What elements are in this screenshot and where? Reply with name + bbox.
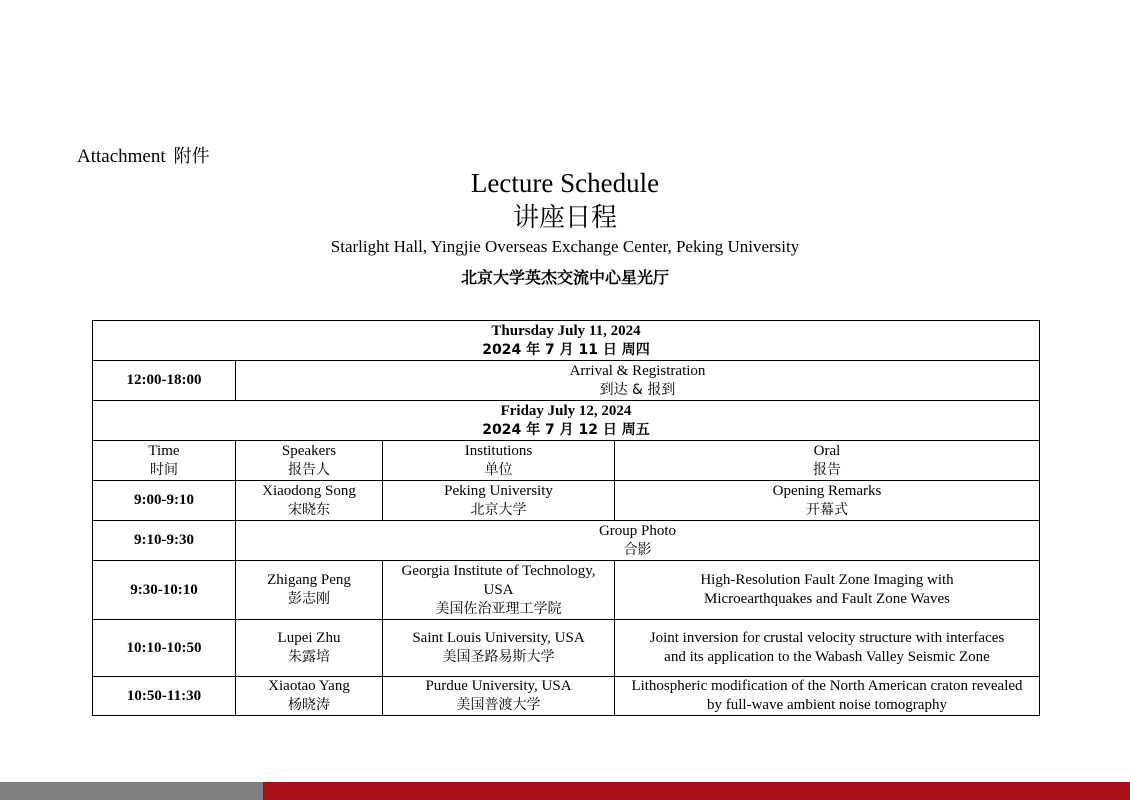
day2-header bbox=[93, 401, 1040, 441]
schedule-table bbox=[92, 320, 1040, 716]
oral-en: Group Photo bbox=[598, 522, 677, 539]
speaker-en: Xiaodong Song bbox=[262, 482, 356, 499]
group-photo-cell bbox=[236, 521, 1040, 561]
footer-bar-red bbox=[263, 782, 1130, 800]
institution-cell bbox=[383, 620, 615, 677]
col-speakers-header bbox=[236, 441, 383, 481]
time-cell: 9:30-10:10 bbox=[93, 561, 236, 620]
day1-header-en: Thursday July 11, 2024 bbox=[491, 322, 641, 339]
col-time-header bbox=[93, 441, 236, 481]
day2-header-row bbox=[93, 401, 1040, 441]
institution-cn: 北京大学 bbox=[470, 501, 527, 518]
speaker-cell bbox=[236, 561, 383, 620]
speaker-cn: 杨晓涛 bbox=[288, 697, 330, 713]
oral-en: Lithospheric modification of the North American craton revealed by full-wave ambient noise tomography bbox=[631, 678, 1023, 713]
institution-en: Purdue University, USA bbox=[425, 678, 572, 694]
venue: Starlight Hall, Yingjie Overseas Exchange Center, Peking University bbox=[330, 237, 800, 256]
oral-en: Opening Remarks bbox=[772, 482, 882, 499]
col-speakers-en: Speakers bbox=[281, 442, 337, 459]
oral-cell bbox=[615, 481, 1040, 521]
speaker-cell bbox=[236, 677, 383, 716]
institution-cn: 美国圣路易斯大学 bbox=[442, 649, 555, 665]
institution-en: Peking University bbox=[444, 482, 553, 499]
time-cell: 10:50-11:30 bbox=[93, 677, 236, 716]
oral-cell bbox=[615, 561, 1040, 620]
col-oral-header bbox=[615, 441, 1040, 481]
day2-header-cn: 2024 年 7 月 12 日 周五 bbox=[482, 421, 650, 438]
table-row bbox=[93, 561, 1040, 620]
attachment-en: Attachment bbox=[77, 146, 166, 167]
table-row bbox=[93, 361, 1040, 401]
oral-cn: 合影 bbox=[623, 541, 652, 558]
col-inst-cn: 单位 bbox=[484, 461, 513, 478]
arrival-en: Arrival & Registration bbox=[569, 362, 706, 379]
column-header-row bbox=[93, 441, 1040, 481]
institution-cell bbox=[383, 481, 615, 521]
col-time-cn: 时间 bbox=[150, 461, 178, 478]
page-title-cn: 讲座日程 bbox=[512, 203, 617, 233]
speaker-cn: 彭志刚 bbox=[288, 591, 330, 607]
speaker-cn: 朱露培 bbox=[288, 649, 330, 665]
table-row bbox=[93, 521, 1040, 561]
day1-header-row bbox=[93, 321, 1040, 361]
col-oral-cn: 报告 bbox=[813, 461, 841, 478]
attachment-cn: 附件 bbox=[173, 146, 210, 167]
speaker-en: Lupei Zhu bbox=[277, 630, 341, 646]
col-speakers-cn: 报告人 bbox=[288, 461, 330, 478]
institution-en: Saint Louis University, USA bbox=[412, 630, 585, 646]
table-row bbox=[93, 677, 1040, 716]
arrival-cn: 到达 & 报到 bbox=[599, 381, 676, 398]
speaker-en: Xiaotao Yang bbox=[268, 678, 350, 694]
speaker-en: Zhigang Peng bbox=[267, 572, 351, 588]
day1-header-cn: 2024 年 7 月 11 日 周四 bbox=[482, 341, 650, 358]
institution-cell bbox=[383, 561, 615, 620]
time-cell: 12:00-18:00 bbox=[93, 361, 236, 401]
footer-bar-grey bbox=[0, 782, 263, 800]
oral-cell bbox=[615, 620, 1040, 677]
institution-cn: 美国普渡大学 bbox=[456, 697, 541, 713]
institution-cell bbox=[383, 677, 615, 716]
oral-cn: 开幕式 bbox=[806, 501, 848, 518]
day1-header bbox=[93, 321, 1040, 361]
oral-cell bbox=[615, 677, 1040, 716]
oral-en: Joint inversion for crustal velocity structure with interfaces and its application to the Wabash Valley Seismic Zone bbox=[649, 630, 1005, 665]
speaker-cell bbox=[236, 481, 383, 521]
page-title: Lecture Schedule bbox=[470, 168, 660, 198]
table-row bbox=[93, 620, 1040, 677]
col-inst-en: Institutions bbox=[464, 442, 533, 459]
col-oral-en: Oral bbox=[813, 442, 841, 459]
day2-header-en: Friday July 12, 2024 bbox=[500, 402, 632, 419]
col-inst-header bbox=[383, 441, 615, 481]
speaker-cn: 宋晓东 bbox=[288, 501, 330, 518]
table-row bbox=[93, 481, 1040, 521]
time-cell: 10:10-10:50 bbox=[93, 620, 236, 677]
speaker-cell bbox=[236, 620, 383, 677]
venue-cn: 北京大学英杰交流中心星光厅 bbox=[460, 268, 669, 287]
arrival-cell bbox=[236, 361, 1040, 401]
time-cell: 9:00-9:10 bbox=[93, 481, 236, 521]
time-cell: 9:10-9:30 bbox=[93, 521, 236, 561]
institution-cn: 美国佐治亚理工学院 bbox=[435, 600, 562, 617]
oral-en: High-Resolution Fault Zone Imaging with Microearthquakes and Fault Zone Waves bbox=[700, 572, 954, 607]
col-time-en: Time bbox=[148, 442, 180, 459]
attachment-label bbox=[77, 142, 210, 168]
institution-en: Georgia Institute of Technology, USA bbox=[401, 562, 596, 598]
